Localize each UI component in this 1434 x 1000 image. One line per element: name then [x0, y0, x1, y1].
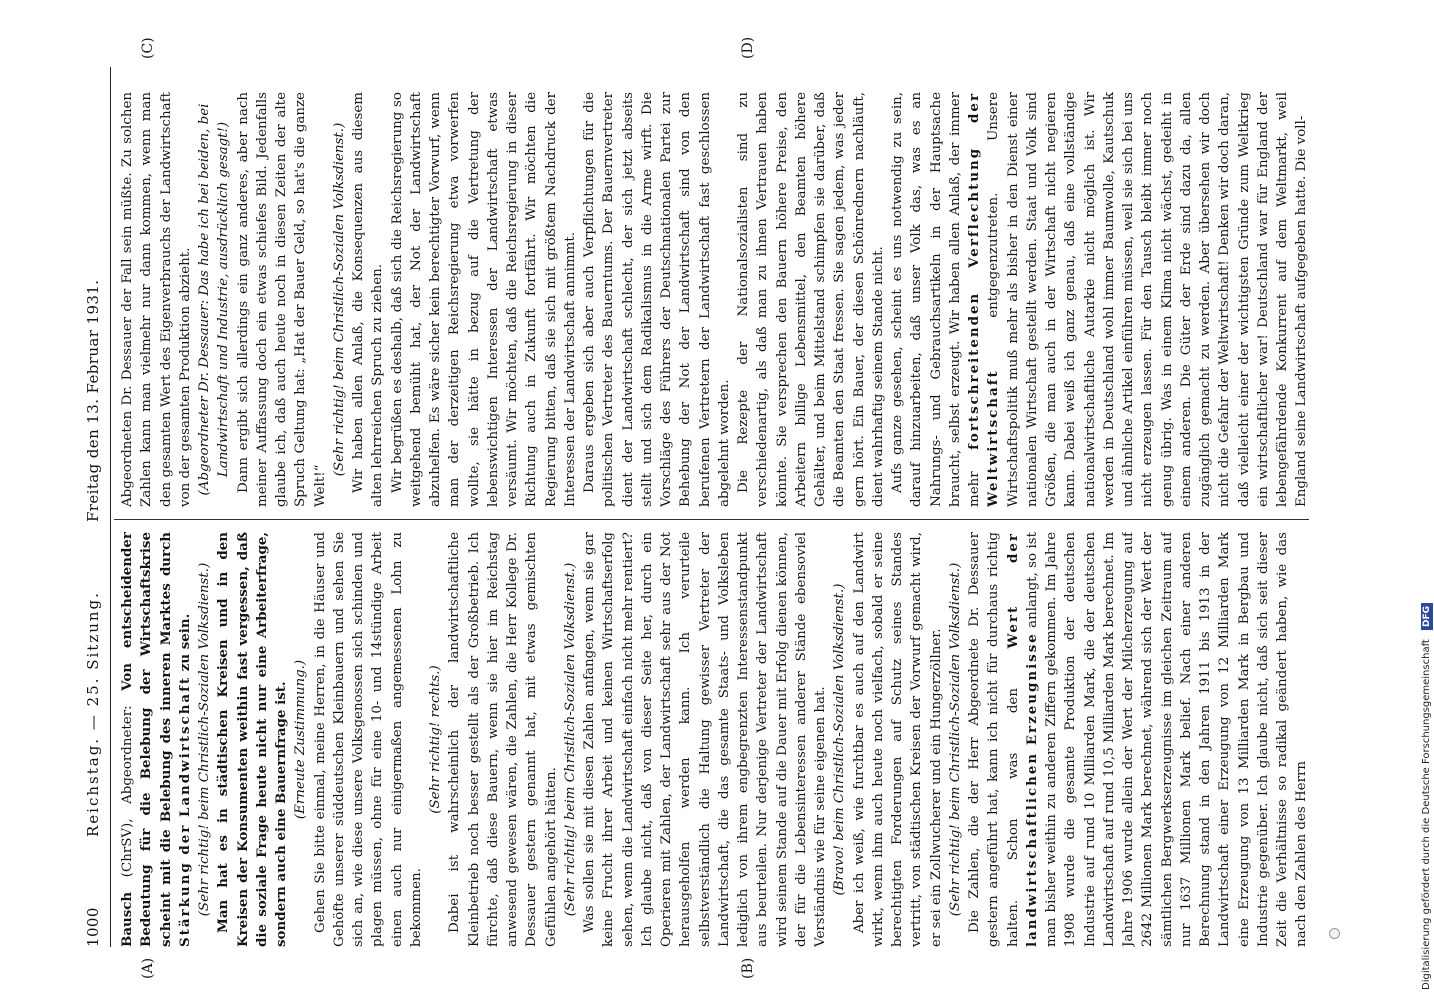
- header-rule: [110, 67, 111, 947]
- speech-text: zu sein.: [176, 613, 193, 676]
- speech-paragraph: Aber ich weiß, wie furchtbar es auch auf den Landwirt wirkt, wenn ihm auch heute noch vielfach, sobald er seine berechtigten Forderungen auf Schutz seines Standes vertritt, von städtischen Kreisen der Vorwurf gemacht wird, er sei ein Zollwucherer und ein Hungerzöllner.: [851, 532, 944, 947]
- interjection: (Abgeordneter Dr. Dessauer: Das habe ich bei beiden, bei Landwirtschaft und Industrie, ausdrücklich gesagt!): [197, 103, 232, 496]
- running-title: Reichstag. — 25. Sitzung.: [84, 591, 102, 837]
- column-divider: [114, 519, 1309, 520]
- margin-mark-c: (C): [140, 37, 156, 59]
- page-header: [80, 67, 110, 947]
- emphasis-text: Wert der landwirtschaftlichen Erzeugnisse: [1004, 532, 1040, 947]
- dfg-logo: DFG: [1421, 603, 1433, 630]
- speech-paragraph: Wir begrüßen es deshalb, daß sich die Reichsregierung so weitgehend bemüht hat, der Not der Landwirtschaft abzuhelfen. Es wäre sicher kein berechtigter Vorwurf, wenn man der derzeitigen Reichsregierung etwa vorwerfen wollte, sie hätte in bezug auf die Vertretung der lebenswichtigen Interessen der Landwirtschaft etwas versäumt. Wir möchten, daß die Reichsregierung in dieser Richtung auch in Zukunft fortfährt. Wir möchten die Regierung bitten, daß sie sich mit größtem Nachdruck der Interessen der Landwirtschaft annimmt.: [389, 92, 578, 507]
- speech-text: entgegenzutreten. Unsere Wirtschaftspolitik muß mehr als bisher in den Dienst einer nationalen Wirtschaft gestellt werden. Staat und Volk sind Größen, die man auch in der Wirtschaft nicht negieren kann. Dabei weiß ich ganz genau, daß eine vollständige nationalwirtschaftliche Autarkie nicht möglich ist. Wir werden in Deutschland wohl immer Baumwolle, Kautschuk und ähnliche Artikel einführen müssen, weil sie sich bei uns nicht erzeugen lassen. Für den Tausch bleibt immer noch genug übrig. Was in einem Klima nicht wächst, gedeiht in einem anderen. Die Güter der Erde sind dazu da, allen zugänglich gemacht zu werden. Aber übersehen wir doch nicht die Gefahr der Weltwirtschaft! Denken wir doch daran, daß vielleicht einer der wichtigsten Gründe zum Weltkrieg ein wirtschaftlicher war! Deutschland war für England der lebengefährdende Konkurrent auf dem Weltmarkt, weil England seine Landwirtschaft aufgegeben hatte. Die voll-: [986, 92, 1310, 507]
- speech-paragraph: Dabei ist wahrscheinlich der landwirtschaftliche Kleinbetrieb noch besser gestellt als der Großbetrieb. Ich fürchte, daß diese Bauern, wenn sie hier im Reichstag anwesend gewesen wären, die Zahlen, die Herr Kollege Dr. Dessauer gestern genannt hat, mit etwas gemischten Gefühlen angehört hätten.: [447, 532, 559, 947]
- interjection: (Erneute Zustimmung.): [293, 659, 309, 820]
- speaker-role: (ChrSV), Abgeordneter:: [120, 705, 135, 878]
- speech-paragraph: [965, 532, 1312, 947]
- speaker-name: Bausch: [119, 891, 135, 947]
- interjection: (Sehr richtig! beim Christlich-Sozialen Volksdienst.): [562, 562, 578, 917]
- speech-paragraph: Man hat es in städtischen Kreisen und in den Kreisen der Konsumenten weithin fast vergessen, daß die soziale Frage heute nicht nur eine Arbeiterfrage, sondern auch eine Bauernfrage ist.: [215, 532, 289, 947]
- right-column: [118, 92, 1313, 507]
- speech-paragraph: [888, 92, 1312, 507]
- speech-paragraph: Dann ergibt sich allerdings ein ganz anderes, aber nach meiner Auffassung doch ein etwas schiefes Bild. Jedenfalls glaube ich, daß auch heute noch in diesen Zeiten der alte Spruch Geltung hat: „Hat der Bauer Geld, so hat's die ganze Welt!“: [235, 92, 328, 507]
- interjection: (Sehr richtig! beim Christlich-Sozialen Volksdienst.): [197, 562, 212, 917]
- interjection: (Bravo! beim Christlich-Sozialen Volksdienst.): [832, 583, 848, 896]
- speech-text: Die Zahlen, die der Herr Abgeordnete Dr. Dessauer gestern angeführt hat, kann ich nicht für durchaus richtig halten. Schon was den: [967, 532, 1021, 947]
- speech-paragraph: Daraus ergeben sich aber auch Verpflichtungen für die politischen Vertreter des Bauerntums. Der Bauernvertreter dient der Landwirtschaft schlecht, der sich jetzt abseits stellt und sich dem Radikalismus in die Arme wirft. Die Vorschläge des Führers der Deutschnationalen Partei zur Behebung der Not der Landwirtschaft sind von den berufenen Vertretern der Landwirtschaft fast geschlossen abgelehnt worden.: [582, 92, 732, 507]
- speech-paragraph: Was sollen sie mit diesen Zahlen anfangen, wenn sie gar keine Frucht ihrer Arbeit und keinen Wirtschaftserfolg sehen, wenn die Landwirtschaft einfach nicht mehr rentiert? Ich glaube nicht, daß von dieser Seite her, durch ein Operieren mit Zahlen, der Landwirtschaft sehr aus der Not herausgeholfen werden kann. Ich verurteile selbstverständlich die Haltung gewisser Vertreter der Landwirtschaft, die das gesamte Staats- und Volksleben lediglich von ihrem engbegrenzten Interessenstandpunkt aus beurteilen. Nur derjenige Vertreter der Landwirtschaft wird seinem Stande auf die Dauer mit Erfolg dienen können, der für die Lebensinteressen anderer Stände ebensoviel Verständnis wie für seine eigenen hat.: [582, 532, 828, 947]
- speech-text: Aufs ganze gesehen, scheint es uns notwendig zu sein, darauf hinzuarbeiten, daß unser Volk das, was es an Nahrungs- und Gebrauchsartikeln in der Hauptsache braucht, selbst erzeugt. Wir haben allen Anlaß, der immer mehr: [890, 92, 982, 507]
- interjection: (Sehr richtig! beim Christlich-Sozialen Volksdienst.): [331, 122, 347, 477]
- scan-hole-mark: [1329, 928, 1340, 939]
- speech-paragraph: Abgeordneten Dr. Dessauer der Fall sein müßte. Zu solchen Zahlen kann man vielmehr nur dann kommen, wenn man den gesamten Wert des Eigenverbrauchs der Landwirtschaft von der gesamten Produktion abzieht.: [120, 92, 193, 507]
- credit-text: Digitalisierung gefördert durch die Deutsche Forschungsgemeinschaft: [1421, 639, 1432, 990]
- margin-mark-a: (A): [140, 957, 156, 979]
- page-number: 1000: [84, 907, 102, 947]
- speech-paragraph: Die Rezepte der Nationalsozialisten sind zu verschiedenartig, als daß man zu ihnen Vertrauen haben könnte. Sie versprechen den Bauern höhere Preise, den Arbeitern billige Lebensmittel, den Beamten höhere Gehälter, und beim Mittelstand schimpfen sie darüber, daß die Beamten den Staat fressen. Sie sagen jedem, was jeder gern hört. Ein Bauer, der diesen Schönrednern nachläuft, dient wahrhaftig seinem Stande nicht.: [736, 92, 886, 507]
- speech-text: anlangt, so ist man bisher weithin zu anderen Ziffern gekommen. Im Jahre 1908 wurde die gesamte Produktion der deutschen Industrie auf rund 10 Milliarden Mark, die der deutschen Landwirtschaft auf rund 10,5 Milliarden Mark berechnet. Im Jahre 1906 wurde allein der Wert der Milcherzeugung auf 2642 Millionen Mark berechnet, während sich der Wert der sämtlichen Bergwerkserzeugnisse im gleichen Zeitraum auf nur 1637 Millionen Mark belief. Nach einer anderen Berechnung stand in den Jahren 1911 bis 1913 in der Landwirtschaft einer Erzeugung von 12 Milliarden Mark eine Erzeugung von 13 Milliarden Mark in Bergbau und Industrie gegenüber. Ich glaube nicht, daß sich seit dieser Zeit die Verhältnisse so radikal geändert haben, wie das nach den Zahlen des Herrn: [1024, 532, 1310, 947]
- emphasis-text: fortschreitenden Verflechtung der Weltwirtschaft: [966, 92, 1002, 507]
- interjection: (Sehr richtig! rechts.): [428, 665, 443, 814]
- speech-paragraph: [118, 532, 195, 947]
- margin-mark-d: (D): [740, 36, 756, 59]
- digitization-credit: [1421, 5, 1433, 990]
- left-column: [118, 532, 1313, 947]
- speech-paragraph: Gehen Sie bitte einmal, meine Herren, in die Häuser und Gehöfte unserer süddeutschen Kleinbauern und sehen Sie sich an, wie diese unsere Volksgenossen sich schinden und plagen müssen, ohne für eine 10- und 14stündige Arbeit einen auch nur einigermaßen angemessenen Lohn zu bekommen.: [312, 532, 424, 947]
- session-date: Freitag den 13. Februar 1931.: [84, 279, 102, 522]
- document-page: [80, 36, 1320, 979]
- interjection: (Sehr richtig! beim Christlich-Sozialen Volksdienst.): [947, 562, 963, 917]
- margin-mark-b: (B): [740, 957, 756, 979]
- speech-text: Von entscheidender Bedeutung für die Belebung der Wirtschaftskrise scheint mit die Belebung des inneren Marktes durch: [119, 532, 174, 947]
- emphasis-text: Stärkung der Landwirtschaft: [176, 675, 193, 947]
- speech-paragraph: Wir haben allen Anlaß, die Konsequenzen aus diesem alten lehrreichen Spruch zu ziehen.: [351, 92, 386, 507]
